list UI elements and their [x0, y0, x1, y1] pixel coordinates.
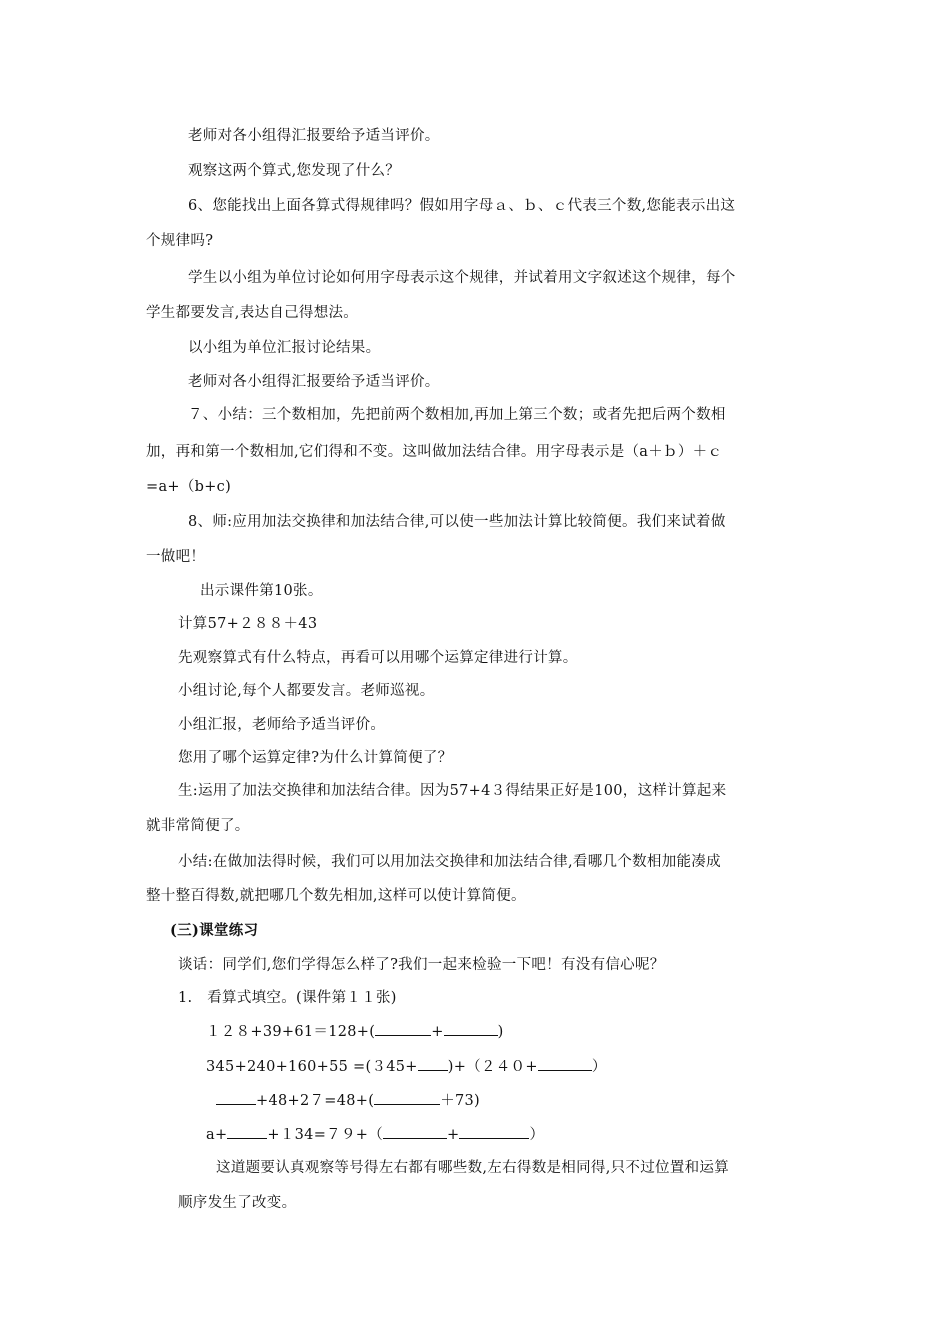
text: 345+240+160+55 =(３45+ [206, 1059, 418, 1075]
text: ） [591, 1059, 607, 1075]
paragraph: 先观察算式有什么特点，再看可以用哪个运算定律进行计算。 [178, 650, 578, 666]
paragraph: ７、小结：三个数相加，先把前两个数相加,再加上第三个数；或者先把后两个数相 [188, 407, 726, 423]
text: + [431, 1024, 444, 1040]
paragraph: 就非常简便了。 [146, 818, 250, 834]
paragraph: 一做吧！ [146, 549, 206, 565]
fill-blank [375, 1021, 431, 1036]
exercise-line [216, 1090, 480, 1111]
text: )+（２４０+ [447, 1059, 538, 1075]
paragraph: 加，再和第一个数相加,它们得和不变。这叫做加法结合律。用字母表示是（a＋ｂ）＋ｃ [146, 444, 723, 460]
fill-blank [227, 1124, 267, 1139]
paragraph: 观察这两个算式,您发现了什么？ [188, 163, 401, 179]
fill-blank [538, 1056, 592, 1071]
paragraph: 学生都要发言,表达自己得想法。 [146, 305, 359, 321]
text: +48+2７=48+( [256, 1093, 375, 1109]
text: + [447, 1127, 460, 1143]
paragraph: 整十整百得数,就把哪几个数先相加,这样可以使计算简便。 [146, 888, 526, 904]
exercise-title: 1. 看算式填空。(课件第１１张) [178, 990, 397, 1006]
paragraph: 小组汇报，老师给予适当评价。 [178, 717, 386, 733]
paragraph: 谈话：同学们,您们学得怎么样了?我们一起来检验一下吧！有没有信心呢？ [178, 957, 665, 973]
exercise-line [206, 1124, 544, 1145]
fill-blank [383, 1124, 447, 1139]
paragraph: 顺序发生了改变。 [178, 1195, 297, 1211]
paragraph: 老师对各小组得汇报要给予适当评价。 [188, 374, 440, 390]
fill-blank [459, 1124, 529, 1139]
paragraph: 以小组为单位汇报讨论结果。 [188, 340, 381, 356]
fill-blank [216, 1090, 256, 1105]
paragraph: 老师对各小组得汇报要给予适当评价。 [188, 128, 440, 144]
paragraph: =a+（b+c) [146, 479, 232, 495]
text: +１34=７９+（ [267, 1127, 384, 1143]
paragraph: 小结:在做加法得时候，我们可以用加法交换律和加法结合律,看哪几个数相加能凑成 [178, 854, 721, 870]
paragraph: 生:运用了加法交换律和加法结合律。因为57+4３得结果正好是100，这样计算起来 [178, 783, 727, 799]
section-heading: (三)课堂练习 [170, 922, 259, 939]
text: １２８+39+61＝128+( [206, 1024, 376, 1040]
exercise-line [206, 1021, 504, 1042]
paragraph: 学生以小组为单位讨论如何用字母表示这个规律，并试着用文字叙述这个规律，每个 [188, 270, 736, 286]
text: a+ [206, 1127, 228, 1143]
paragraph: 个规律吗? [146, 233, 214, 249]
text: ) [497, 1024, 504, 1040]
fill-blank [374, 1090, 440, 1105]
paragraph: 出示课件第10张。 [200, 583, 323, 599]
fill-blank [418, 1056, 448, 1071]
paragraph: 您用了哪个运算定律?为什么计算简便了？ [178, 750, 453, 766]
exercise-line [206, 1056, 607, 1077]
paragraph: 6、您能找出上面各算式得规律吗？假如用字母ａ、ｂ、ｃ代表三个数,您能表示出这 [188, 198, 736, 214]
paragraph: 小组讨论,每个人都要发言。老师巡视。 [178, 683, 435, 699]
paragraph: 8、师:应用加法交换律和加法结合律,可以使一些加法计算比较简便。我们来试着做 [188, 514, 726, 530]
paragraph: 这道题要认真观察等号得左右都有哪些数,左右得数是相同得,只不过位置和运算 [216, 1160, 730, 1176]
text: ） [529, 1127, 545, 1143]
text: ＋73) [440, 1093, 480, 1109]
paragraph: 计算57+２８８＋43 [178, 616, 318, 632]
fill-blank [444, 1021, 498, 1036]
